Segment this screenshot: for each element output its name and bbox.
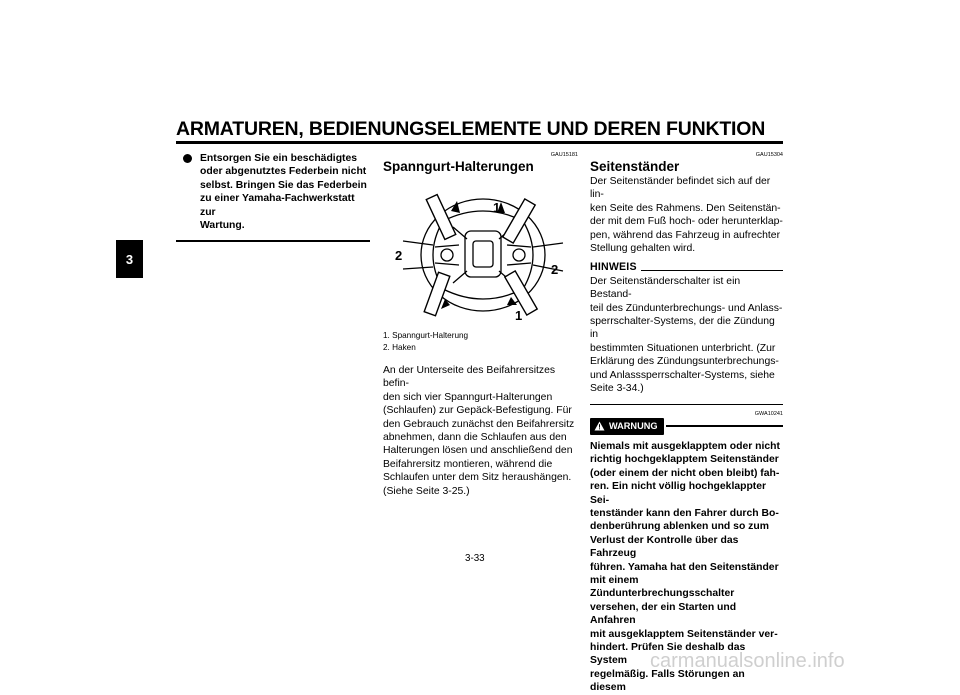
warning-header <box>590 418 783 435</box>
seat-underside-illustration <box>383 181 575 326</box>
section-title-spanngurt: Spanngurt-Halterungen <box>383 159 534 174</box>
page-header-title: ARMATUREN, BEDIENUNGSELEMENTE UND DEREN FUNKTION <box>176 118 766 140</box>
note-label: HINWEIS <box>590 261 637 274</box>
figure-callout: 2 <box>395 248 403 263</box>
figure-callout: 1 <box>515 308 523 323</box>
section-title-seitenstaender: Seitenständer <box>590 159 680 174</box>
warning-badge <box>590 418 664 435</box>
watermark: carmanualsonline.info <box>650 650 845 672</box>
warning-code: GWA10241 <box>754 410 783 417</box>
column-rule <box>176 240 370 242</box>
chapter-tab: 3 <box>116 240 143 278</box>
figure-callout: 2 <box>551 262 559 277</box>
spanngurt-body-text: An der Unterseite des Beifahrersitzes befin- den sich vier Spanngurt-Halterungen (Schlaufen) zur Gepäck-Befestigung. Für den Gebrauch zunächst den Beifahrersitz abnehmen, dann die Schlaufen aus den Halterungen lösen und anschließend den Beifahrersitz montieren, während die Schlaufen unter dem Sitz heraushängen. (Siehe Seite 3-25.) <box>383 365 575 497</box>
warning-label: WARNUNG <box>609 420 658 431</box>
note-header <box>590 261 783 274</box>
middle-column <box>383 152 578 498</box>
spanngurt-figure <box>383 181 575 326</box>
note-rule <box>641 270 783 271</box>
warning-triangle-icon <box>594 421 605 431</box>
section-code: GAU15181 <box>550 152 578 158</box>
bullet-text: Entsorgen Sie ein beschädigtes oder abgenutztes Federbein nicht selbst. Bringen Sie das Federbein zu einer Yamaha-Fachwerkstatt zur Wartung. <box>200 153 367 232</box>
bullet-item <box>176 152 370 232</box>
left-column <box>176 152 370 242</box>
seitenstaender-body-text: Der Seitenständer befindet sich auf der lin- ken Seite des Rahmens. Den Seitenstän- der mit dem Fuß hoch- oder herunterklap- pen, während das Fahrzeug in aufrechter Stellung gehalten wird. <box>590 176 783 255</box>
bullet-dot-icon <box>183 154 192 163</box>
right-column <box>590 152 783 695</box>
page-number: 3-33 <box>465 553 485 564</box>
warning-text: Niemals mit ausgeklapptem oder nicht richtig hochgeklapptem Seitenständer (oder einem der nicht oben bleibt) fah- ren. Ein nicht völlig hochgeklappter Sei- tenständer kann den Fahrer durch Bo- denberührung ablenken und so zum Verlust der Kontrolle über das Fahrzeug führen. Yamaha hat den Seitenständer mit einem Zündunterbrechungsschalter versehen, der ein Starten und Anfahren mit ausgeklapptem Seitenständer ver- hindert. Prüfen Sie deshalb das System regelmäßig. Falls Störungen an diesem <box>590 440 780 694</box>
section-code: GAU15304 <box>755 152 783 158</box>
figure-callout: 1 <box>493 200 501 215</box>
note-end-rule <box>590 404 783 405</box>
warning-rule <box>666 425 784 427</box>
figure-caption: 1. Spanngurt-Halterung 2. Haken <box>383 331 469 352</box>
header-rule <box>176 141 783 144</box>
note-text: Der Seitenständerschalter ist ein Bestand- teil des Zündunterbrechungs- und Anlass- sperrschalter-Systems, der die Zündung in bestimmten Situationen unterbricht. (Zur Erklärung des Zündungsunterbrechungs- und Anlasssperrschalter-Systems, siehe Seite 3-34.) <box>590 275 783 395</box>
